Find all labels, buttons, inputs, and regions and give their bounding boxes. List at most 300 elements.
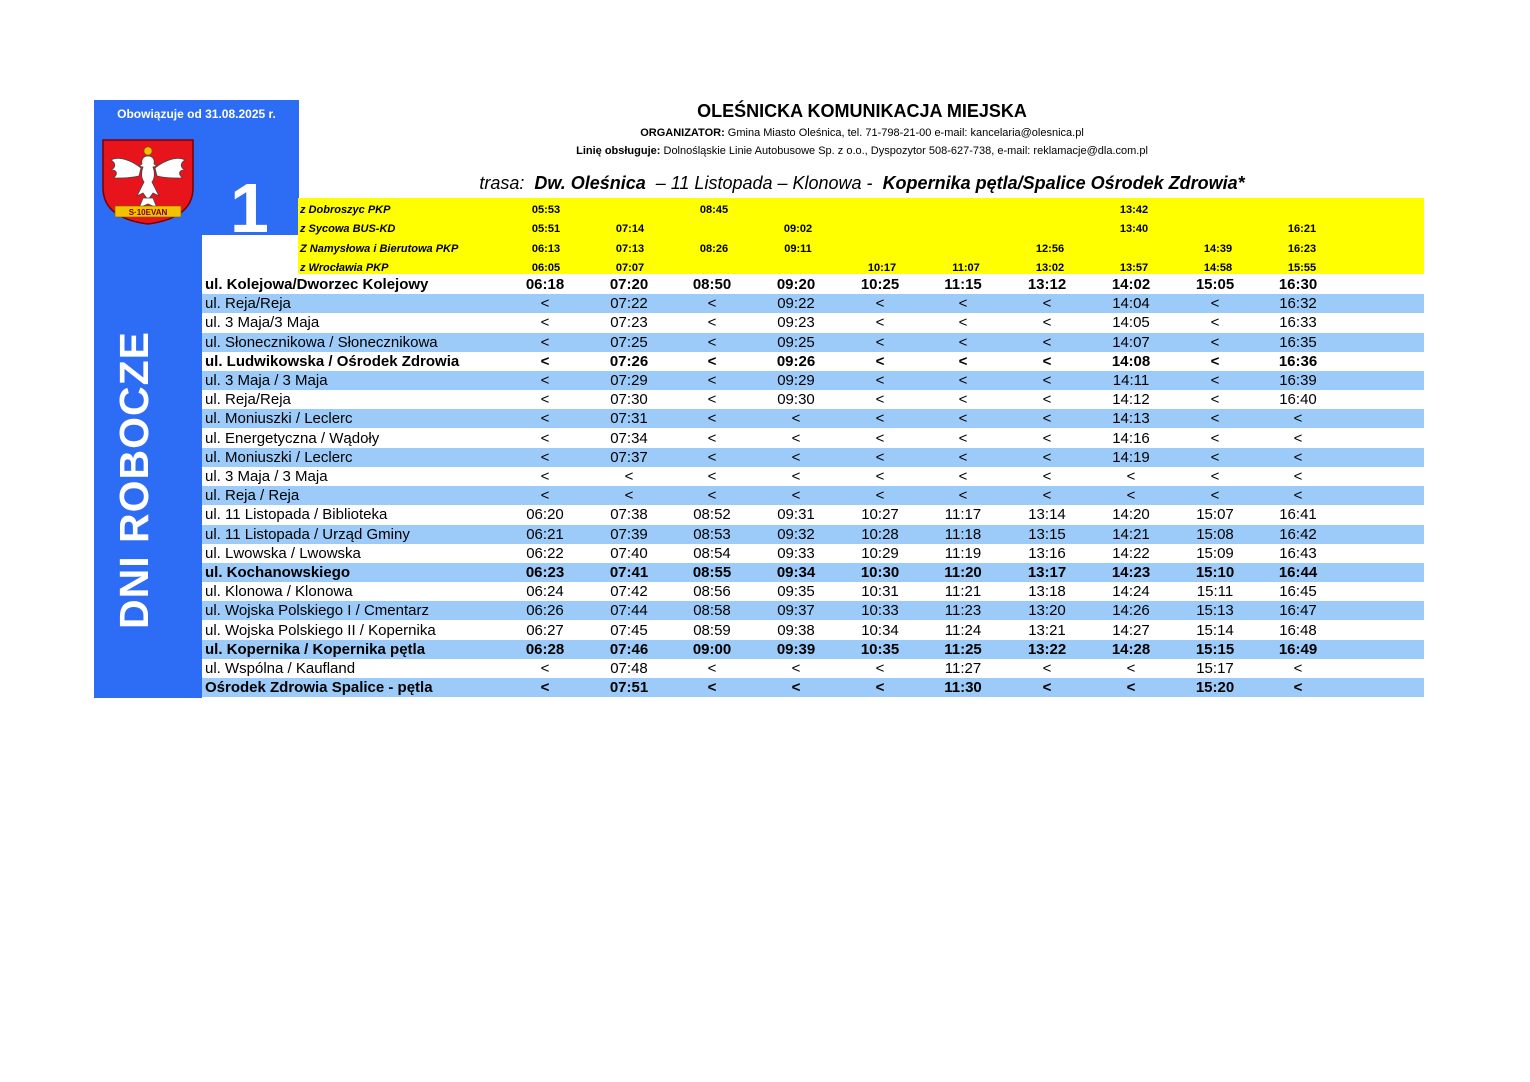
stop-name: ul. Wojska Polskiego I / Cmentarz	[205, 602, 429, 620]
departure-time: 16:43	[1279, 544, 1317, 562]
departure-time: <	[1210, 410, 1220, 428]
departure-time: 07:31	[610, 410, 648, 428]
stop-name: ul. Reja/Reja	[205, 391, 291, 409]
departure-time: 07:37	[610, 448, 648, 466]
valid-from: Obowiązuje od 31.08.2025 r.	[117, 107, 276, 121]
departure-time: <	[1210, 448, 1220, 466]
departure-time: <	[540, 468, 550, 485]
table-row	[202, 601, 1424, 620]
departure-time: 11:25	[944, 640, 982, 658]
departure-time: 09:29	[777, 372, 815, 389]
departure-time: <	[1042, 295, 1052, 313]
departure-time: 07:44	[610, 602, 648, 620]
departure-time: 10:33	[861, 602, 899, 620]
departure-time: <	[707, 410, 717, 428]
connection-name: z Dobroszyc PKP	[300, 204, 391, 216]
table-row	[202, 409, 1424, 428]
departure-time: <	[1210, 352, 1220, 370]
days-label-wrap	[94, 270, 174, 690]
departure-time: 15:05	[1195, 276, 1235, 293]
departure-time: 16:47	[1279, 602, 1317, 620]
table-row	[202, 275, 1424, 294]
departure-time: 14:13	[1112, 410, 1150, 428]
departure-time: <	[624, 468, 634, 485]
departure-time: <	[875, 448, 885, 466]
departure-time: <	[540, 391, 550, 409]
connection-row	[298, 240, 1424, 259]
departure-time: 15:07	[1196, 506, 1234, 524]
route-line	[300, 173, 1424, 194]
connection-time: 11:07	[952, 261, 980, 274]
departure-time: 06:21	[526, 525, 564, 543]
departure-time: 11:15	[944, 276, 982, 293]
stop-name: ul. 3 Maja/3 Maja	[205, 314, 320, 332]
departure-time: 13:12	[1027, 276, 1067, 293]
departure-time: <	[1042, 429, 1052, 447]
departure-time: <	[875, 391, 885, 409]
departure-time: 09:39	[776, 640, 816, 658]
departure-time: 07:39	[610, 525, 648, 543]
departure-time: <	[707, 295, 717, 313]
departure-time: 08:50	[692, 276, 732, 293]
table-row	[202, 352, 1424, 371]
departure-time: <	[791, 468, 801, 485]
departure-time: 14:24	[1112, 583, 1150, 601]
departure-time: 07:22	[610, 295, 648, 313]
stop-name: ul. Reja/Reja	[205, 295, 291, 313]
table-row	[202, 429, 1424, 448]
departure-time: <	[1042, 333, 1052, 351]
table-row	[202, 467, 1424, 486]
connection-time: 13:40	[1119, 223, 1149, 236]
departure-time: 08:55	[692, 564, 732, 581]
table-row	[202, 544, 1424, 563]
departure-time: 16:48	[1279, 621, 1317, 639]
departure-time: <	[875, 487, 885, 505]
connection-time: 15:55	[1287, 261, 1317, 274]
connection-time: 05:53	[531, 204, 561, 216]
eagle-crest-icon	[101, 138, 195, 226]
departure-time: <	[540, 333, 550, 351]
departure-time: 15:08	[1196, 525, 1234, 543]
departure-time: 14:21	[1112, 525, 1150, 543]
departure-time: <	[707, 314, 717, 332]
route-prefix: trasa:	[479, 173, 535, 193]
departure-time: <	[540, 429, 550, 447]
departure-time: 09:22	[777, 295, 815, 313]
departure-time: 13:15	[1028, 525, 1066, 543]
departure-time: 07:51	[609, 679, 649, 697]
stop-name: ul. Wspólna / Kaufland	[205, 660, 356, 677]
table-row	[202, 294, 1424, 313]
departure-time: <	[707, 391, 717, 409]
departure-time: 14:20	[1112, 506, 1150, 524]
days-label: DNI ROBOCZE	[111, 331, 157, 629]
departure-time: 16:39	[1279, 372, 1317, 389]
table-row	[202, 313, 1424, 332]
departure-time: 16:49	[1278, 640, 1318, 658]
departure-time: <	[1210, 372, 1220, 389]
departure-time: 09:00	[692, 640, 732, 658]
departure-time: 16:36	[1278, 352, 1318, 370]
stop-name: ul. 11 Listopada / Urząd Gminy	[205, 525, 410, 543]
connection-time: 13:02	[1035, 261, 1065, 274]
departure-time: 11:24	[944, 621, 982, 639]
departure-time: <	[707, 448, 717, 466]
departure-time: <	[1210, 333, 1220, 351]
departure-time: <	[958, 314, 968, 332]
line-number: 1	[230, 169, 269, 247]
departure-time: <	[707, 679, 717, 697]
departure-time: 07:20	[609, 276, 649, 293]
crest-motto: S·10EVAN	[128, 208, 168, 217]
departure-time: 14:07	[1112, 333, 1150, 351]
departure-time: <	[875, 410, 885, 428]
departure-time: <	[1042, 314, 1052, 332]
departure-time: <	[1293, 468, 1303, 485]
departure-time: 16:30	[1278, 276, 1318, 293]
departure-time: 15:20	[1195, 679, 1235, 697]
operator-text: Dolnośląskie Linie Autobusowe Sp. z o.o., Dyspozytor 508-627-738, e-mail: reklamacje@dla.com.pl	[660, 145, 1148, 157]
departure-time: 07:45	[610, 621, 648, 639]
departure-time: 06:20	[526, 506, 564, 524]
departure-time: <	[707, 372, 717, 389]
departure-time: 13:14	[1028, 506, 1066, 524]
departure-time: <	[958, 468, 968, 485]
departure-time: <	[540, 487, 550, 505]
connection-time: 07:14	[615, 223, 645, 236]
page-title: OLEŚNICKA KOMUNIKACJA MIEJSKA	[697, 101, 1027, 121]
departure-time: <	[1210, 487, 1220, 505]
departure-time: 14:16	[1112, 429, 1150, 447]
stop-name: ul. Moniuszki / Leclerc	[205, 448, 353, 466]
departure-time: 07:48	[610, 660, 648, 677]
departure-time: <	[1126, 468, 1136, 485]
departure-time: <	[791, 410, 801, 428]
departure-time: 07:34	[610, 429, 648, 447]
connection-time: 06:13	[531, 242, 561, 255]
table-row	[202, 582, 1424, 601]
connection-time: 14:39	[1203, 242, 1233, 255]
table-row	[202, 505, 1424, 524]
departure-time: 08:53	[693, 525, 731, 543]
departure-time: 09:33	[777, 544, 815, 562]
departure-time: 08:54	[693, 544, 731, 562]
departure-time: 15:14	[1196, 621, 1234, 639]
departure-time: 13:18	[1028, 583, 1066, 601]
departure-time: 07:29	[610, 372, 648, 389]
departure-time: 11:20	[944, 564, 982, 581]
departure-time: <	[875, 333, 885, 351]
departure-time: <	[791, 448, 801, 466]
departure-time: <	[1293, 487, 1303, 505]
departure-time: <	[1210, 295, 1220, 313]
departure-time: 13:17	[1027, 564, 1067, 581]
connection-time: 09:02	[783, 223, 813, 236]
departure-time: 09:31	[777, 506, 815, 524]
departure-time: 07:46	[609, 640, 649, 658]
connection-name: z Sycowa BUS-KD	[300, 223, 396, 236]
stop-name: ul. Moniuszki / Leclerc	[205, 410, 353, 428]
connection-time: 12:56	[1035, 242, 1065, 255]
table-row	[202, 621, 1424, 640]
departure-time: 13:21	[1028, 621, 1066, 639]
departure-time: 16:33	[1279, 314, 1317, 332]
departure-time: <	[1126, 660, 1136, 677]
departure-time: <	[958, 372, 968, 389]
connection-time: 06:05	[531, 261, 561, 274]
departure-time: 10:28	[861, 525, 899, 543]
table-row	[202, 486, 1424, 505]
departure-time: 09:30	[777, 391, 815, 409]
departure-time: 14:26	[1112, 602, 1150, 620]
departure-time: <	[1293, 448, 1303, 466]
departure-time: 10:35	[860, 640, 900, 658]
table-row	[202, 390, 1424, 409]
stop-name: Ośrodek Zdrowia Spalice - pętla	[205, 679, 433, 697]
departure-time: 13:22	[1027, 640, 1067, 658]
departure-time: 06:24	[526, 583, 564, 601]
stop-name: ul. 3 Maja / 3 Maja	[205, 372, 328, 389]
departure-time: 10:31	[861, 583, 899, 601]
table-row	[202, 640, 1424, 659]
departure-time: 10:30	[860, 564, 900, 581]
departure-time: <	[1293, 410, 1303, 428]
departure-time: 06:23	[525, 564, 565, 581]
stop-name: ul. 11 Listopada / Biblioteka	[205, 506, 388, 524]
departure-time: 07:26	[609, 352, 649, 370]
departure-time: <	[1042, 679, 1052, 697]
departure-time: 15:11	[1196, 583, 1234, 601]
departure-time: <	[958, 333, 968, 351]
departure-time: <	[791, 429, 801, 447]
departure-time: <	[1210, 314, 1220, 332]
route-end: Kopernika pętla/Spalice Ośrodek Zdrowia*	[882, 173, 1245, 193]
departure-time: 11:30	[944, 679, 982, 697]
stop-name: ul. 3 Maja / 3 Maja	[205, 468, 328, 485]
departure-time: <	[875, 352, 885, 370]
stop-name: ul. Słonecznikowa / Słonecznikowa	[205, 333, 438, 351]
departure-time: 07:41	[609, 564, 649, 581]
departure-time: <	[707, 660, 717, 677]
departure-time: 16:42	[1279, 525, 1317, 543]
departure-time: 11:21	[944, 583, 982, 601]
departure-time: <	[875, 679, 885, 697]
departure-time: 15:10	[1195, 564, 1235, 581]
operator-line	[300, 145, 1424, 157]
departure-time: <	[791, 660, 801, 677]
departure-time: 09:32	[777, 525, 815, 543]
departure-time: <	[707, 468, 717, 485]
departure-time: 10:27	[861, 506, 899, 524]
connection-name: z Wrocławia PKP	[300, 261, 389, 274]
organizer-text: Gmina Miasto Oleśnica, tel. 71-798-21-00 e-mail: kancelaria@olesnica.pl	[724, 127, 1084, 139]
table-row	[202, 563, 1424, 582]
departure-time: <	[1210, 391, 1220, 409]
departure-time: 10:29	[861, 544, 899, 562]
departure-time: 14:28	[1111, 640, 1151, 658]
departure-time: 14:05	[1112, 314, 1150, 332]
departure-time: <	[958, 448, 968, 466]
departure-time: <	[624, 487, 634, 505]
departure-time: <	[875, 314, 885, 332]
stop-name: ul. Kochanowskiego	[205, 564, 351, 581]
connection-time: 09:11	[784, 242, 812, 255]
departure-time: <	[1042, 391, 1052, 409]
departure-time: <	[958, 487, 968, 505]
departure-time: 11:27	[944, 660, 982, 677]
departure-time: <	[875, 660, 885, 677]
connection-row	[298, 220, 1424, 239]
departure-time: 14:19	[1112, 448, 1150, 466]
table-row	[202, 371, 1424, 390]
departure-time: <	[707, 352, 717, 370]
departure-time: 09:35	[777, 583, 815, 601]
stop-name: ul. Energetyczna / Wądoły	[205, 429, 380, 447]
connection-time: 16:21	[1287, 223, 1317, 236]
departure-time: <	[707, 429, 717, 447]
departure-time: <	[958, 410, 968, 428]
operator-label: Linię obsługuje:	[576, 145, 661, 157]
departure-time: 06:28	[525, 640, 565, 658]
departure-time: <	[1042, 372, 1052, 389]
stop-name: ul. Ludwikowska / Ośrodek Zdrowia	[205, 352, 460, 370]
departure-time: <	[540, 448, 550, 466]
table-row	[202, 678, 1424, 697]
departure-time: 09:38	[777, 621, 815, 639]
table-row	[202, 448, 1424, 467]
departure-time: 11:23	[944, 602, 982, 620]
departure-time: <	[1126, 487, 1136, 505]
departure-time: 16:44	[1278, 564, 1318, 581]
departure-time: 09:25	[777, 333, 815, 351]
departure-time: 09:34	[776, 564, 816, 581]
departure-time: 08:52	[693, 506, 731, 524]
connection-time: 07:07	[615, 261, 645, 274]
departure-time: 13:16	[1028, 544, 1066, 562]
departure-time: <	[540, 679, 550, 697]
departure-time: 15:09	[1196, 544, 1234, 562]
departure-time: <	[791, 487, 801, 505]
departure-time: 14:04	[1112, 295, 1150, 313]
connection-time: 13:42	[1119, 204, 1149, 216]
stop-name: ul. Lwowska / Lwowska	[205, 544, 361, 562]
departure-time: <	[1210, 429, 1220, 447]
route-start: Dw. Oleśnica	[534, 173, 646, 193]
connection-time: 05:51	[531, 223, 561, 236]
departure-time: 14:12	[1112, 391, 1150, 409]
departure-time: <	[1042, 352, 1052, 370]
departure-time: <	[958, 391, 968, 409]
departure-time: 16:45	[1279, 583, 1317, 601]
departure-time: <	[540, 314, 550, 332]
departure-time: <	[958, 429, 968, 447]
departure-time: 07:40	[610, 544, 648, 562]
departure-time: <	[958, 295, 968, 313]
departure-time: <	[540, 660, 550, 677]
departure-time: <	[540, 410, 550, 428]
departure-time: 13:20	[1028, 602, 1066, 620]
departure-time: 09:37	[777, 602, 815, 620]
departure-time: 09:20	[776, 276, 816, 293]
departure-time: 07:38	[610, 506, 648, 524]
stop-name: ul. Kopernika / Kopernika pętla	[205, 640, 426, 658]
departure-time: 09:23	[777, 314, 815, 332]
connection-time: 10:17	[867, 261, 897, 274]
departure-time: 06:27	[526, 621, 564, 639]
departure-time: 14:08	[1111, 352, 1151, 370]
departure-time: 14:02	[1111, 276, 1151, 293]
departure-time: 16:35	[1279, 333, 1317, 351]
departure-time: 06:26	[526, 602, 564, 620]
departure-time: 07:42	[610, 583, 648, 601]
departure-time: 11:18	[944, 525, 982, 543]
stop-name: ul. Kolejowa/Dworzec Kolejowy	[205, 276, 429, 293]
departure-time: 15:13	[1196, 602, 1234, 620]
departure-time: 15:17	[1196, 660, 1234, 677]
departure-time: <	[875, 468, 885, 485]
connection-row	[298, 201, 1424, 220]
departure-time: <	[540, 352, 550, 370]
table-row	[202, 333, 1424, 352]
departure-time: 06:22	[526, 544, 564, 562]
departure-time: 15:15	[1195, 640, 1235, 658]
departure-time: <	[1042, 448, 1052, 466]
connection-time: 08:45	[699, 204, 729, 216]
departure-time: 11:17	[944, 506, 982, 524]
connection-time: 13:57	[1119, 261, 1149, 274]
departure-time: <	[875, 372, 885, 389]
departure-time: 10:25	[860, 276, 900, 293]
connection-time: 16:23	[1287, 242, 1317, 255]
stop-name: ul. Reja / Reja	[205, 487, 300, 505]
departure-time: 09:26	[776, 352, 816, 370]
departure-time: 16:40	[1279, 391, 1317, 409]
organizer-line	[300, 127, 1424, 139]
departure-time: <	[1042, 410, 1052, 428]
departure-time: <	[540, 295, 550, 313]
connection-time: 08:26	[699, 242, 729, 255]
connection-name: Z Namysłowa i Bierutowa PKP	[300, 242, 459, 255]
departure-time: 07:25	[610, 333, 648, 351]
departure-time: <	[707, 333, 717, 351]
departure-time: <	[958, 352, 968, 370]
departure-time: 07:23	[610, 314, 648, 332]
departure-time: 08:56	[693, 583, 731, 601]
departure-time: 14:11	[1112, 372, 1150, 389]
departure-time: 06:18	[525, 276, 565, 293]
departure-time: <	[1293, 429, 1303, 447]
table-row	[202, 525, 1424, 544]
departure-time: <	[1042, 487, 1052, 505]
stop-name: ul. Klonowa / Klonowa	[205, 583, 353, 601]
connection-time: 07:13	[615, 242, 645, 255]
departure-time: 11:19	[944, 544, 982, 562]
table-row	[202, 659, 1424, 678]
departure-time: <	[1042, 468, 1052, 485]
departure-time: <	[1210, 468, 1220, 485]
departure-time: <	[1042, 660, 1052, 677]
connection-time: 14:58	[1203, 261, 1233, 274]
departure-time: <	[791, 679, 801, 697]
departure-time: <	[1293, 679, 1303, 697]
departure-time: <	[540, 372, 550, 389]
route-middle: – 11 Listopada – Klonowa -	[645, 173, 883, 193]
stop-name: ul. Wojska Polskiego II / Kopernika	[205, 621, 436, 639]
departure-time: <	[875, 429, 885, 447]
departure-time: 08:58	[693, 602, 731, 620]
departure-time: 08:59	[693, 621, 731, 639]
